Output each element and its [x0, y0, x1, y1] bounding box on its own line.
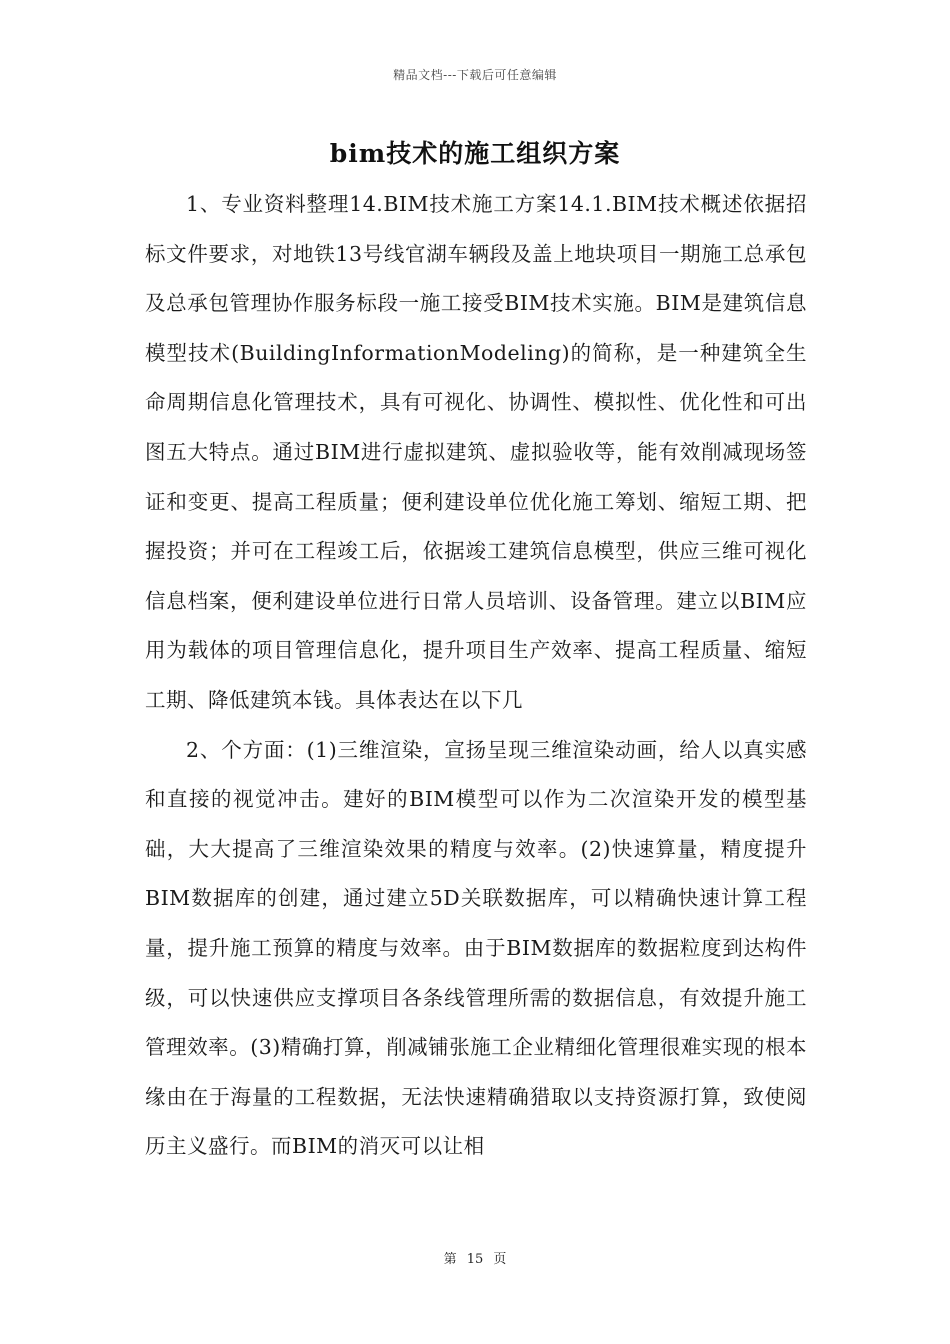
paragraph-1: 1、专业资料整理14.BIM技术施工方案14.1.BIM技术概述依据招标文件要求，对地铁13号线官湖车辆段及盖上地块项目一期施工总承包及总承包管理协作服务标段一施工接受BIM技术实施。BIM是建筑信息模型技术(BuildingInformationModeling)的简称，是一种建筑全生命周期信息化管理技术，具有可视化、协调性、模拟性、优化性和可出图五大特点。通过BIM进行虚拟建筑、虚拟验收等，能有效削减现场签证和变更、提高工程质量；便利建设单位优化施工筹划、缩短工期、把握投资；并可在工程竣工后，依据竣工建筑信息模型，供应三维可视化信息档案，便利建设单位进行日常人员培训、设备管理。建立以BIM应用为载体的项目管理信息化，提升项目生产效率、提高工程质量、缩短工期、降低建筑本钱。具体表达在以下几	[145, 192, 807, 712]
paragraph-2: 2、个方面：(1)三维渲染，宣扬呈现三维渲染动画，给人以真实感和直接的视觉冲击。建好的BIM模型可以作为二次渲染开发的模型基础，大大提高了三维渲染效果的精度与效率。(2)快速算量，精度提升BIM数据库的创建，通过建立5D关联数据库，可以精确快速计算工程量，提升施工预算的精度与效率。由于BIM数据库的数据粒度到达构件级，可以快速供应支撑项目各条线管理所需的数据信息，有效提升施工管理效率。(3)精确打算，削减铺张施工企业精细化管理很难实现的根本缘由在于海量的工程数据，无法快速精确猎取以支持资源打算，致使阅历主义盛行。而BIM的消灭可以让相	[145, 737, 807, 1159]
document-body	[145, 180, 807, 1172]
document-title: bim技术的施工组织方案	[329, 139, 621, 168]
page-number: 第 15 页	[443, 1252, 507, 1267]
page-header: 精品文档---下载后可任意编辑	[393, 68, 557, 82]
